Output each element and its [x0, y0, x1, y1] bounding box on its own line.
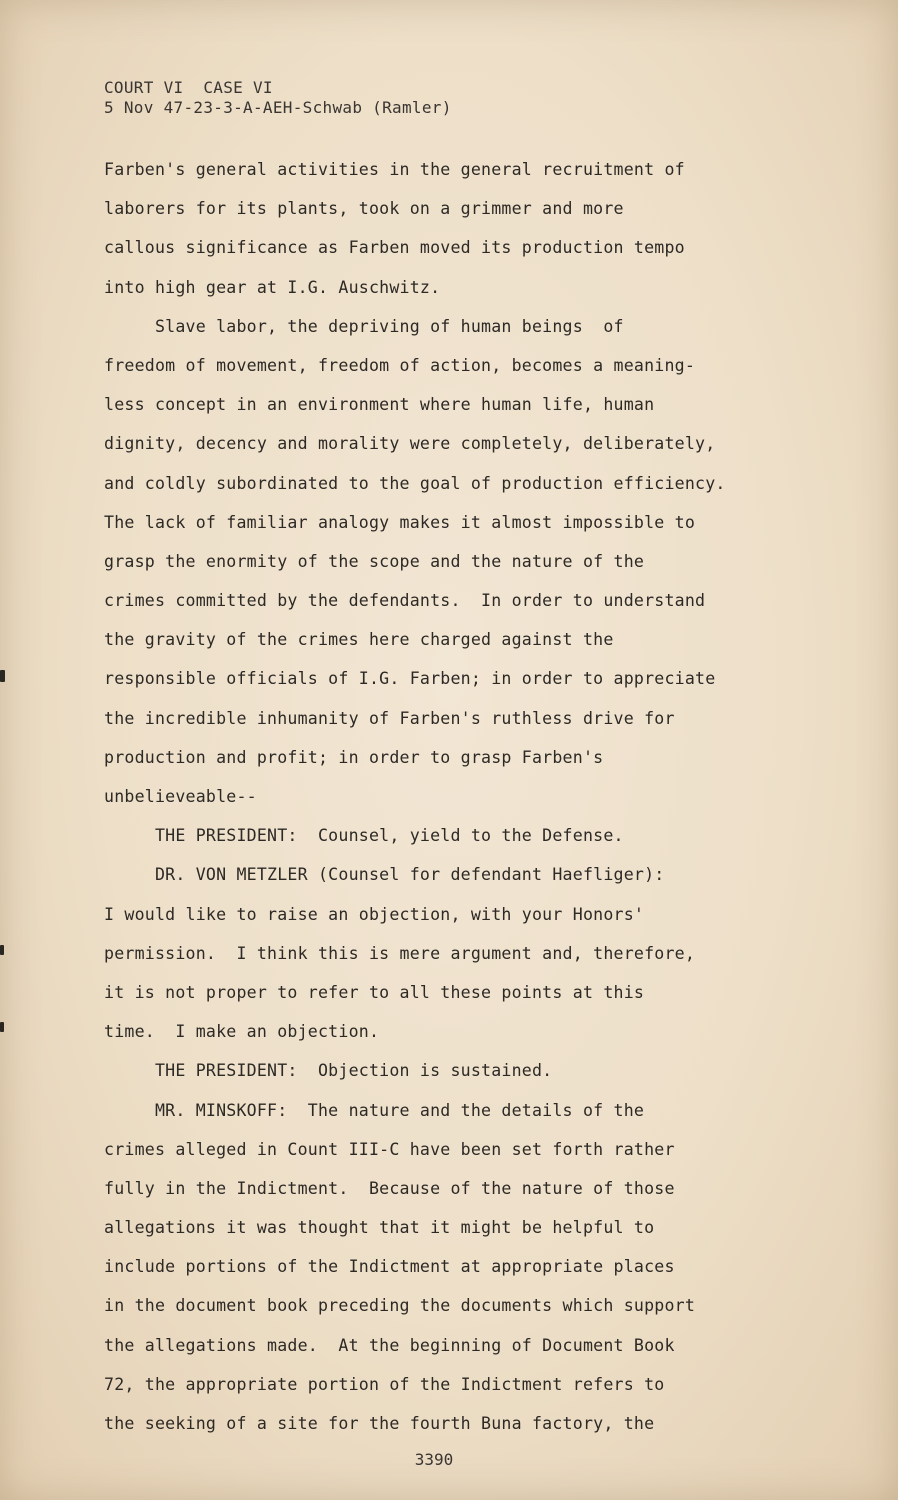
text-line: callous significance as Farben moved its production tempo: [104, 238, 685, 258]
text-line: THE PRESIDENT: Objection is sustained.: [104, 1061, 553, 1081]
binding-hole-mark: [0, 945, 4, 955]
text-line: and coldly subordinated to the goal of production efficiency.: [104, 473, 726, 493]
text-line: responsible officials of I.G. Farben; in order to appreciate: [104, 669, 716, 689]
text-line: DR. VON METZLER (Counsel for defendant Haefliger):: [104, 865, 665, 885]
text-line: crimes alleged in Count III-C have been set forth rather: [104, 1139, 675, 1159]
text-line: grasp the enormity of the scope and the nature of the: [104, 551, 645, 571]
text-line: crimes committed by the defendants. In order to understand: [104, 591, 706, 611]
text-line: 72, the appropriate portion of the Indictment refers to: [104, 1374, 665, 1394]
text-line: into high gear at I.G. Auschwitz.: [104, 277, 441, 297]
text-line: the gravity of the crimes here charged against the: [104, 630, 614, 650]
text-line: less concept in an environment where human life, human: [104, 395, 655, 415]
text-line: fully in the Indictment. Because of the nature of those: [104, 1178, 675, 1198]
text-line: the incredible inhumanity of Farben's ruthless drive for: [104, 708, 675, 728]
text-line: time. I make an objection.: [104, 1022, 380, 1042]
text-line: MR. MINSKOFF: The nature and the details of the: [104, 1100, 645, 1120]
text-line: The lack of familiar analogy makes it almost impossible to: [104, 512, 696, 532]
text-line: the allegations made. At the beginning of Document Book: [104, 1335, 675, 1355]
text-line: THE PRESIDENT: Counsel, yield to the Defense.: [104, 826, 624, 846]
text-line: the seeking of a site for the fourth Buna factory, the: [104, 1414, 655, 1433]
binding-hole-mark: [0, 670, 5, 682]
court-case-line: COURT VI CASE VI: [104, 78, 273, 97]
text-line: permission. I think this is mere argument and, therefore,: [104, 943, 696, 963]
text-line: dignity, decency and morality were completely, deliberately,: [104, 434, 716, 454]
transcript-body: [104, 150, 824, 1443]
text-line: production and profit; in order to grasp Farben's: [104, 747, 604, 767]
session-reference-line: 5 Nov 47-23-3-A-AEH-Schwab (Ramler): [104, 98, 452, 117]
text-line: Farben's general activities in the general recruitment of: [104, 160, 685, 179]
text-line: allegations it was thought that it might be helpful to: [104, 1218, 655, 1238]
page-number: 3390: [414, 1450, 454, 1469]
transcript-header: [104, 78, 452, 118]
text-line: it is not proper to refer to all these points at this: [104, 982, 645, 1002]
text-line: unbelieveable--: [104, 787, 257, 806]
text-line: in the document book preceding the documents which support: [104, 1296, 696, 1316]
text-line: laborers for its plants, took on a grimmer and more: [104, 199, 624, 219]
text-line: Slave labor, the depriving of human beings of: [104, 316, 624, 336]
text-line: include portions of the Indictment at appropriate places: [104, 1257, 675, 1277]
text-line: I would like to raise an objection, with your Honors': [104, 904, 645, 924]
text-line: freedom of movement, freedom of action, becomes a meaning-: [104, 355, 696, 375]
binding-hole-mark: [0, 1022, 4, 1032]
